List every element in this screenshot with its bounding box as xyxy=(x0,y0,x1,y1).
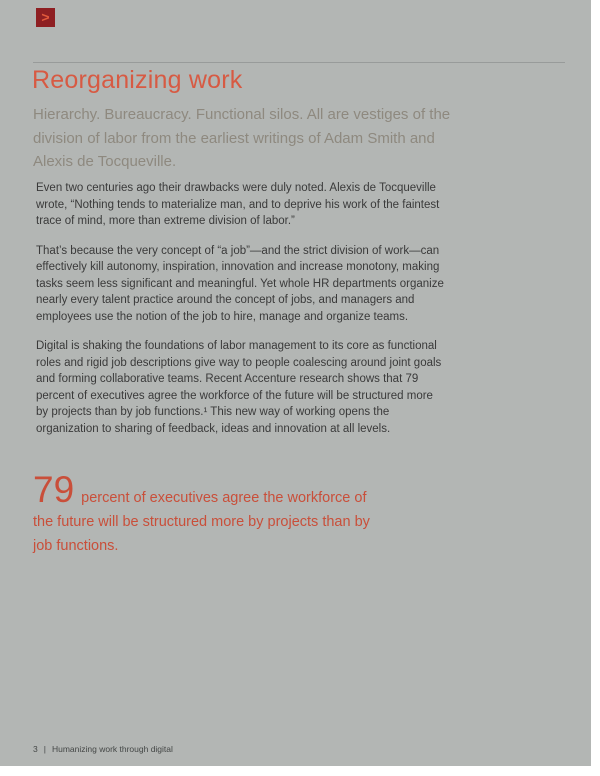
footer-page-number: 3 xyxy=(33,744,38,754)
accenture-logo xyxy=(36,8,55,27)
intro-subtitle: Hierarchy. Bureaucracy. Functional silos. All are vestiges of the division of labor from the earliest writings of Adam Smith and Alexis de Tocqueville. xyxy=(33,106,451,170)
footer-label: Humanizing work through digital xyxy=(51,744,173,754)
greater-than-logo-icon: > xyxy=(41,8,50,25)
page-title: Reorganizing work xyxy=(32,66,243,94)
paragraph: Even two centuries ago their drawbacks were duly noted. Alexis de Tocqueville wrote, “Nothing tends to materialize man, and to deprive his work of the faintest trace of mind, more than extreme division of labor.” xyxy=(36,182,440,227)
body-text xyxy=(36,180,448,450)
paragraph: Digital is shaking the foundations of labor management to its core as functional roles and rigid job descriptions give way to people coalescing around joint goals and forming collaborative teams. Recent Accenture research shows that 79 percent of executives agree the workforce of the future will be structured more by projects than by job functions.¹ This new way of working opens the organization to sharing of feedback, ideas and innovation at all levels. xyxy=(36,340,442,435)
pull-quote xyxy=(33,469,389,558)
footer-separator: | xyxy=(43,744,46,754)
page-footer xyxy=(33,744,173,754)
paragraph: That’s because the very concept of “a job”—and the strict division of work—can effectively kill autonomy, inspiration, innovation and increase monotony, making tasks seem less significant and meaningful. Yet whole HR departments organize nearly every talent practice around the concept of jobs, and managers and employees use the notion of the job to hire, manage and organize teams. xyxy=(36,244,444,323)
header-rule xyxy=(33,62,565,63)
pull-quote-number: 79 xyxy=(33,469,75,510)
pull-quote-text: percent of executives agree the workforce of the future will be structured more by projects than by job functions. xyxy=(33,490,370,554)
